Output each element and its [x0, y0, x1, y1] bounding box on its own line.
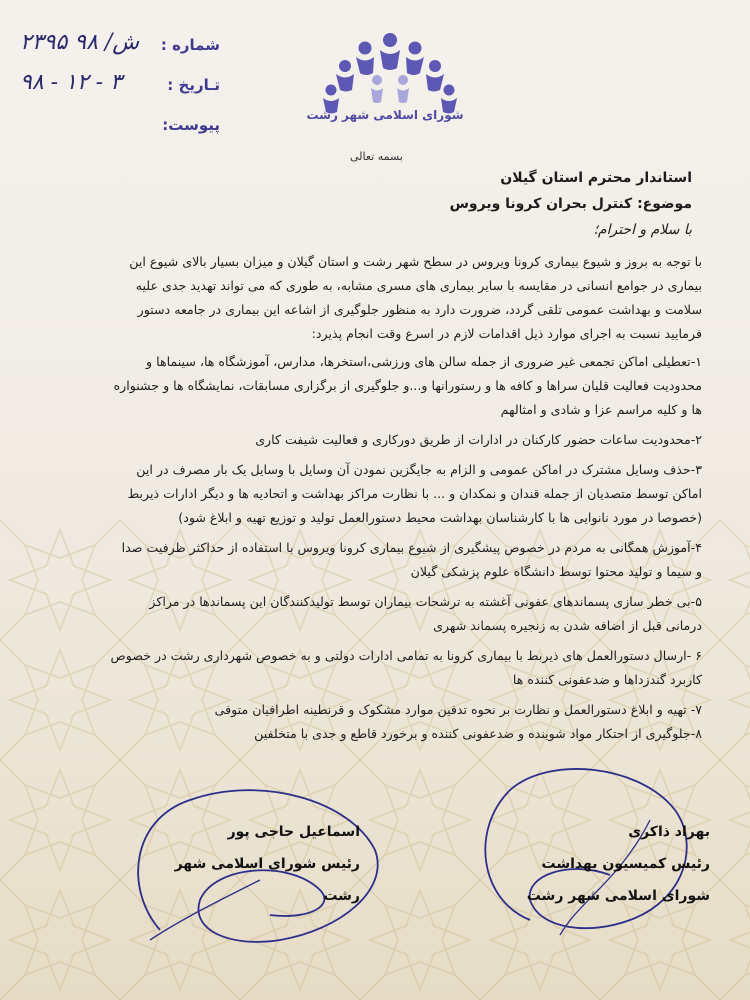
item-line: ۵-بی خطر سازی پسماندهای عفونی آغشته به ترشحات بیماران توسط تولیدکنندگان این پسماندها در مراکز — [149, 594, 702, 609]
number-value: ۲۳۹۵ ش/ ۹۸ — [20, 30, 140, 55]
number-label: شماره : — [160, 36, 220, 54]
signer-name-right: بهراد ذاکری — [628, 824, 710, 840]
salutation: با سلام و احترام؛ — [593, 222, 692, 238]
signer-name-left: اسماعیل حاجی پور — [227, 824, 360, 840]
item-line: ۶ -ارسال دستورالعمل های ذیربط با بیماری کرونا به تمامی ادارات دولتی و به خصوص شهرداری رشت در خصوص — [110, 648, 702, 663]
date-value: ۹۸ - ۱۲ - ۳ — [20, 70, 122, 95]
signer-title-right: رئیس کمیسیون بهداشت — [541, 856, 710, 872]
body-line: با توجه به بروز و شیوع بیماری کرونا ویروس در سطح شهر رشت و استان گیلان و میزان بسیار بالای شیوع این — [129, 254, 702, 269]
item-line: ۱-تعطیلی اماکن تجمعی غیر ضروری از جمله سالن های ورزشی،استخرها، مدارس، آموزشگاه ها، سینماها و — [146, 354, 702, 369]
attachment-row — [20, 116, 220, 146]
body-line: سلامت و بهداشت عمومی تلقی گردد، ضرورت دارد به منظور جلوگیری از اشاعه این بیماری در جامعه دستور — [137, 302, 702, 317]
recipient: استاندار محترم استان گیلان — [500, 170, 692, 186]
organization-name: شورای اسلامی شهر رشت — [306, 108, 464, 122]
body-line: فرمایید نسبت به اجرای موارد ذیل اقدامات لازم در اسرع وقت انجام پذیرد: — [311, 326, 702, 341]
item-line: ۲-محدودیت ساعات حضور کارکنان در ادارات از طریق دورکاری و فعالیت شیفت کاری — [255, 432, 702, 447]
item-line: محدودیت فعالیت قلیان سراها و کافه ها و رستورانها و...و جلوگیری از برگزاری مسابقات، نمایشگاه ها و جشنواره — [113, 378, 702, 393]
item-line: ۷- تهیه و ابلاغ دستورالعمل و نظارت بر نحوه تدفین موارد مشکوک و قرنطینه اطرافیان متوفی — [214, 702, 702, 717]
subject: موضوع: کنترل بحران کرونا ویروس — [449, 196, 692, 212]
number-row — [20, 30, 220, 66]
item-line: ۴-آموزش همگانی به مردم در خصوص پیشگیری از شیوع بیماری کرونا ویروس با استفاده از حداکثر ظرفیت صدا — [121, 540, 702, 555]
item-line: ها و کلیه مراسم عزا و شادی و امثالهم — [500, 402, 702, 417]
date-row — [20, 70, 220, 106]
signer-subtitle-right: شورای اسلامی شهر رشت — [526, 888, 710, 904]
signature-left — [160, 816, 360, 912]
item-line: اماکن توسط متصدیان از جمله قندان و نمکدان و ... با نظارت مراکز بهداشت و اتحادیه ها و دیگر ادارات ذیربط — [127, 486, 702, 501]
item-line: (خصوصا در مورد نانوایی ها با کارشناسان بهداشت محیط دستورالعمل تولید و توزیع تهیه و ابلاغ شود) — [178, 510, 702, 525]
item-line: ۸-جلوگیری از احتکار مواد شوینده و ضدعفونی کننده و برخورد قاطع و جدی با متخلفین — [254, 726, 702, 741]
date-label: تـاريخ : — [167, 76, 220, 94]
basmala: بسمه تعالی — [350, 150, 403, 163]
signer-title-left: رئیس شورای اسلامی شهر رشت — [174, 856, 360, 904]
letter-body — [52, 250, 702, 746]
attachment-label: پیوست: — [162, 116, 220, 134]
signature-right — [490, 816, 710, 912]
item-line: و سیما و تولید محتوا توسط دانشگاه علوم پزشکی گیلان — [410, 564, 702, 579]
body-line: بیماری در جوامع انسانی در مقایسه با سایر بیماری های مسری مشابه، به طوری که می تواند تهدید جدی علیه — [135, 278, 702, 293]
item-line: کاربرد گندزداها و ضدعفونی کننده ها — [512, 672, 702, 687]
item-line: ۳-حذف وسایل مشترک در اماکن عمومی و الزام به جایگزین نمودن آن وسایل با وسایل یک بار مصرف در این — [136, 462, 702, 477]
item-line: درمانی قبل از اضافه شدن به زنجیره پسماند شهری — [433, 618, 702, 633]
